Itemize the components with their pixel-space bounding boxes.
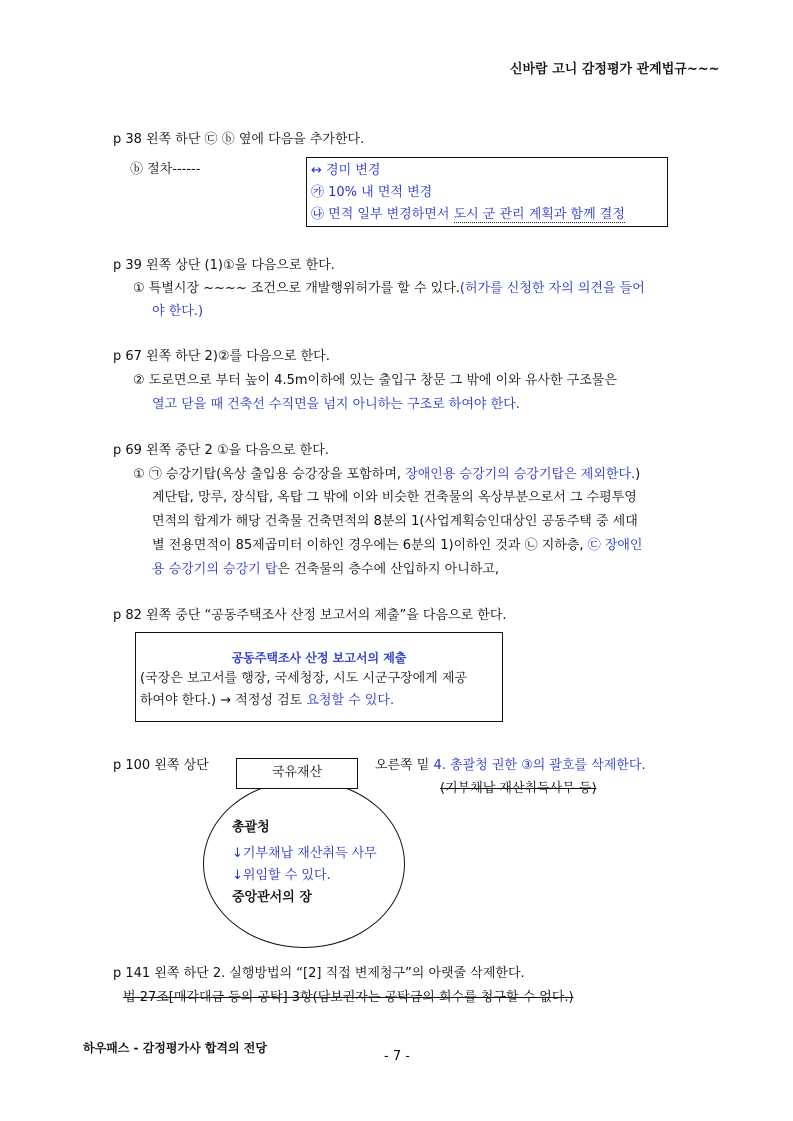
errata-p38-label: ⓑ 절차------	[130, 162, 201, 177]
p69-l4-text: 별 전용면적이 85제곱미터 이하인 경우에는 6분의 1)이하인 것과 ㉡ 지하층,	[152, 538, 588, 553]
p100-diagram-circle	[203, 780, 405, 948]
box-line-3-underlined: 도시 군 관리 계획과 함께 결정	[453, 207, 625, 222]
p82-l2-added: 요청할 수 있다.	[306, 693, 395, 708]
diagram-box-label: 국유재산	[271, 765, 323, 780]
p82-box-line-1: (국장은 보고서를 행장, 국세청장, 시도 시군구장에게 제공	[140, 671, 467, 686]
circle-label-top: 총괄청	[232, 820, 270, 835]
errata-p141-instruction: p 141 왼쪽 하단 2. 실행방법의 “[2] 직접 변제청구”의 아랫줄 삭제한다.	[113, 966, 525, 981]
errata-p38-box	[306, 157, 668, 227]
errata-p67-instruction: p 67 왼쪽 하단 2)②를 다음으로 한다.	[113, 349, 330, 364]
box-line-3	[311, 206, 625, 224]
p39-added-text: (허가를 신청한 자의 의견을 들어	[459, 281, 645, 296]
box-line-3-text: ㉯ 면적 일부 변경하면서	[311, 207, 454, 222]
p69-line-3: 면적의 합계가 해당 건축물 건축면적의 8분의 1(사업계획승인대상인 공동주택 중 세대	[152, 514, 638, 529]
p39-text: ① 특별시장 ~~~~ 조건으로 개발행위허가를 할 수 있다.	[133, 281, 460, 296]
p67-text: ② 도로면으로 부터 높이 4.5m이하에 있는 출입구 창문 그 밖에 이와 유사한 구조물은	[133, 373, 617, 388]
errata-p82-box	[135, 632, 503, 722]
errata-p39-instruction: p 39 왼쪽 상단 (1)①을 다음으로 한다.	[113, 258, 335, 273]
p69-l5-text: 은 건축물의 층수에 산입하지 아니하고,	[277, 562, 500, 577]
errata-p38-instruction: p 38 왼쪽 하단 ㉢ ⓑ 옆에 다음을 추가한다.	[113, 132, 365, 147]
p69-l1-added: 장애인용 승강기의 승강기탑은 제외한다.	[405, 467, 636, 482]
errata-p100-instruction: p 100 왼쪽 상단	[113, 758, 209, 773]
p100-right-text: 오른쪽 밑	[375, 758, 434, 773]
p67-added-text: 열고 닫을 때 건축선 수직면을 넘지 아니하는 구조로 하여야 한다.	[152, 397, 520, 412]
p69-l1-text: ① ㉠ 승강기탑(옥상 출입용 승강장을 포함하며,	[133, 467, 406, 482]
box-line-2: ㉮ 10% 내 면적 변경	[311, 185, 433, 200]
page-number: - 7 -	[384, 1049, 410, 1064]
errata-p69-instruction: p 69 왼쪽 중단 2 ①을 다음으로 한다.	[113, 443, 329, 458]
p100-diagram-box	[236, 758, 358, 789]
box-line-1: ↔ 경미 변경	[311, 163, 381, 178]
p69-line-1	[133, 466, 640, 484]
p82-box-title: 공동주택조사 산정 보고서의 제출	[231, 651, 407, 665]
p69-line-5	[152, 561, 499, 579]
p82-box-line-2	[140, 692, 394, 710]
p82-l2-text: 하여야 한다.) → 적정성 검토	[140, 693, 307, 708]
p39-added-text-cont: 야 한다.)	[152, 304, 204, 319]
p100-right-added: 4. 총괄청 권한 ③의 괄호를 삭제한다.	[433, 758, 646, 773]
circle-label-bottom: 중앙관서의 장	[232, 890, 312, 905]
footer-title: 하우패스 - 감정평가사 합격의 전당	[83, 1041, 267, 1055]
circle-line-2: ↓위임할 수 있다.	[232, 868, 331, 883]
p100-right-instruction	[375, 757, 646, 775]
p69-l5-added: 용 승강기의 승강기 탑	[152, 562, 278, 577]
errata-p82-instruction: p 82 왼쪽 중단 “공동주택조사 산정 보고서의 제출”을 다음으로 한다.	[113, 608, 507, 623]
p69-l1-close: )	[635, 467, 641, 482]
p69-line-2: 계단탑, 망루, 장식탑, 옥탑 그 밖에 이와 비슷한 건축물의 옥상부분으로서 그 수평투영	[152, 490, 637, 505]
circle-line-1: ↓기부채납 재산취득 사무	[232, 846, 377, 861]
p100-deleted-text: (기부채납 재산취득사무 등)	[440, 781, 597, 796]
p69-line-4	[152, 537, 643, 555]
running-header: 신바람 고니 감정평가 관계법규~~~	[510, 62, 720, 77]
p69-l4-added: ㉢ 장애인	[587, 538, 643, 553]
errata-p39-item	[133, 280, 645, 298]
p141-deleted-text: 법 27조[매각대금 등의 공탁] 3항(담보권자는 공탁금의 회수를 청구할 수 없다.)	[123, 990, 574, 1005]
